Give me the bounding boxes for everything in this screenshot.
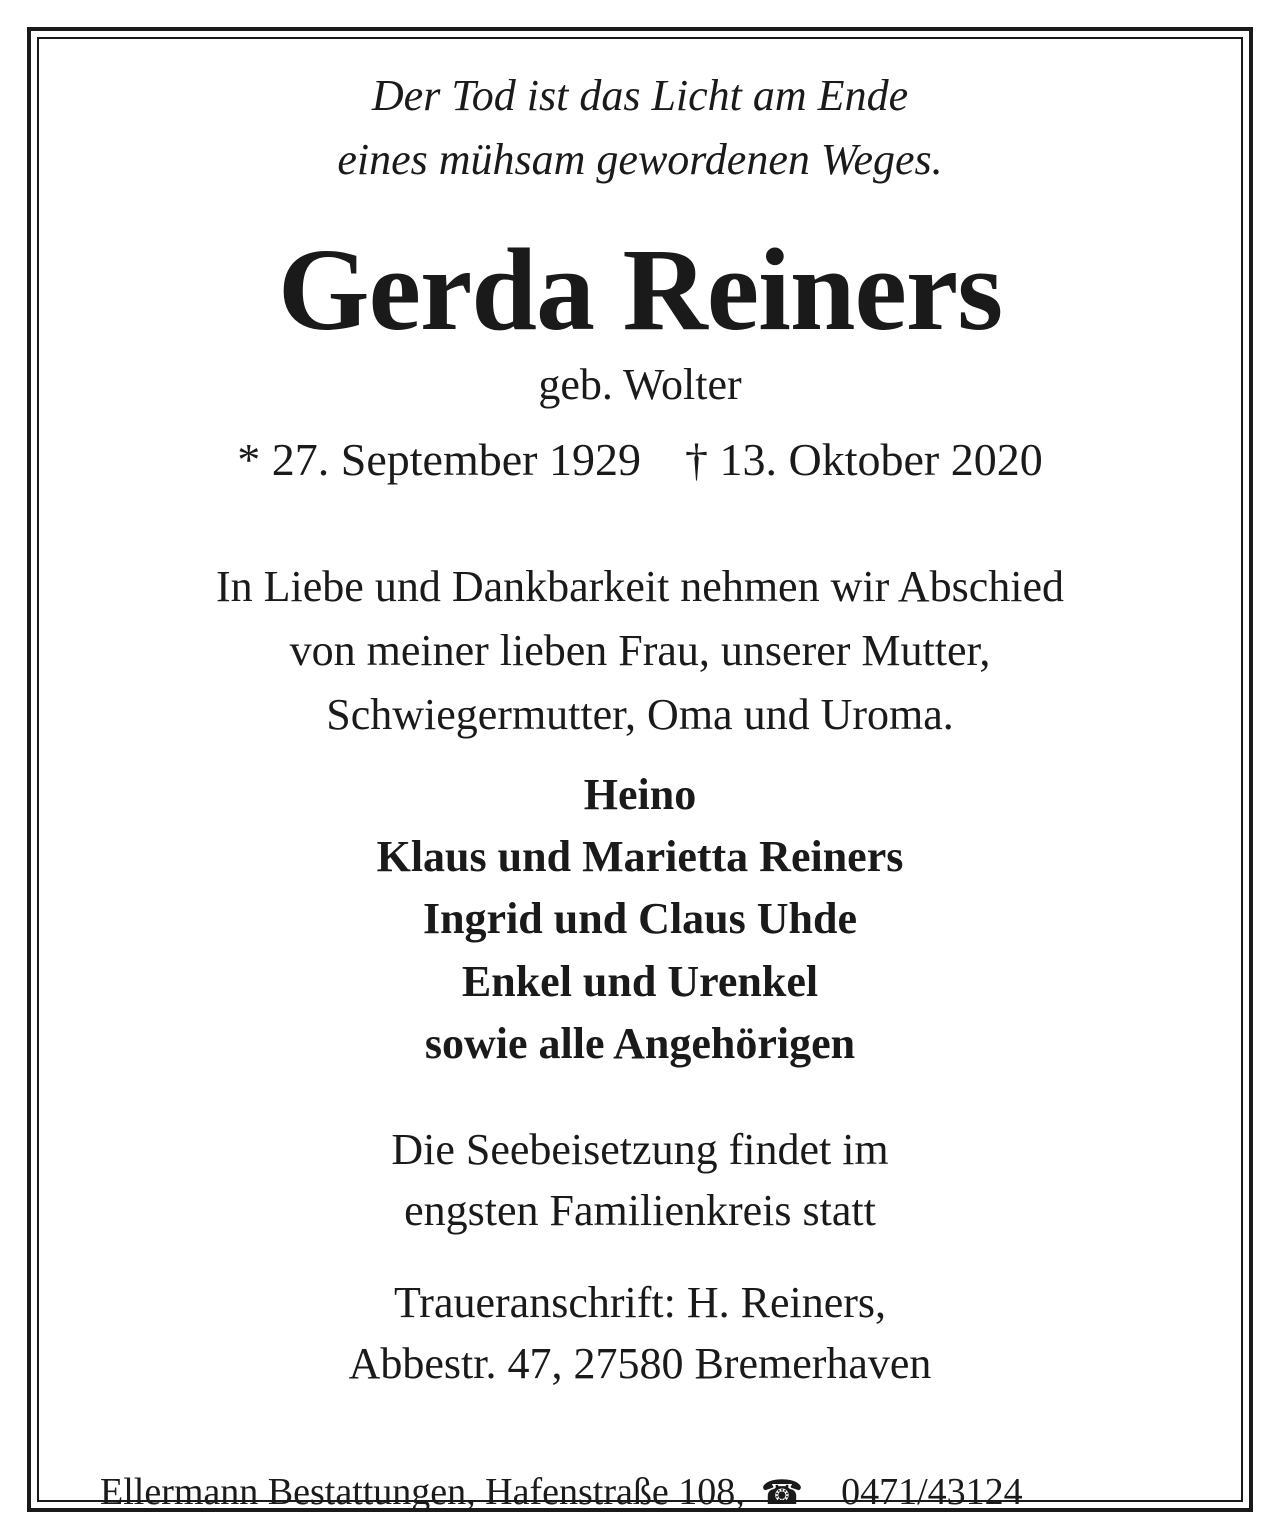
telephone-icon: ☎ <box>760 1473 804 1513</box>
motto-line-2: eines mühsam gewordenen Weges. <box>337 135 943 184</box>
death-date: † 13. Oktober 2020 <box>684 434 1043 485</box>
burial-line-1: Die Seebeisetzung findet im <box>391 1125 889 1174</box>
farewell-line-3: Schwiegermutter, Oma und Uroma. <box>326 690 954 739</box>
address-line-2: Abbestr. 47, 27580 Bremerhaven <box>348 1339 932 1388</box>
life-dates <box>0 430 1280 490</box>
deceased-name: Gerda Reiners <box>277 224 1003 355</box>
mourner-2: Klaus und Marietta Reiners <box>376 832 904 881</box>
motto-line-1: Der Tod ist das Licht am Ende <box>371 71 909 120</box>
birth-name: geb. Wolter <box>538 360 742 409</box>
mourner-1: Heino <box>583 770 697 819</box>
burial-line-2: engsten Familienkreis statt <box>404 1186 876 1235</box>
farewell-line-2: von meiner lieben Frau, unserer Mutter, <box>289 626 991 675</box>
mourner-4: Enkel und Urenkel <box>461 957 819 1006</box>
undertaker-text: Ellermann Bestattungen, Hafenstraße 108, <box>100 1471 745 1513</box>
farewell-line-1: In Liebe und Dankbarkeit nehmen wir Abschied <box>216 562 1064 611</box>
mourner-3: Ingrid und Claus Uhde <box>422 894 858 943</box>
address-line-1: Traueranschrift: H. Reiners, <box>393 1278 887 1327</box>
undertaker-phone: 0471/43124 <box>841 1471 1023 1513</box>
birth-date: * 27. September 1929 <box>237 434 641 485</box>
undertaker-line <box>100 1462 1180 1523</box>
mourner-5: sowie alle Angehörigen <box>424 1019 856 1068</box>
